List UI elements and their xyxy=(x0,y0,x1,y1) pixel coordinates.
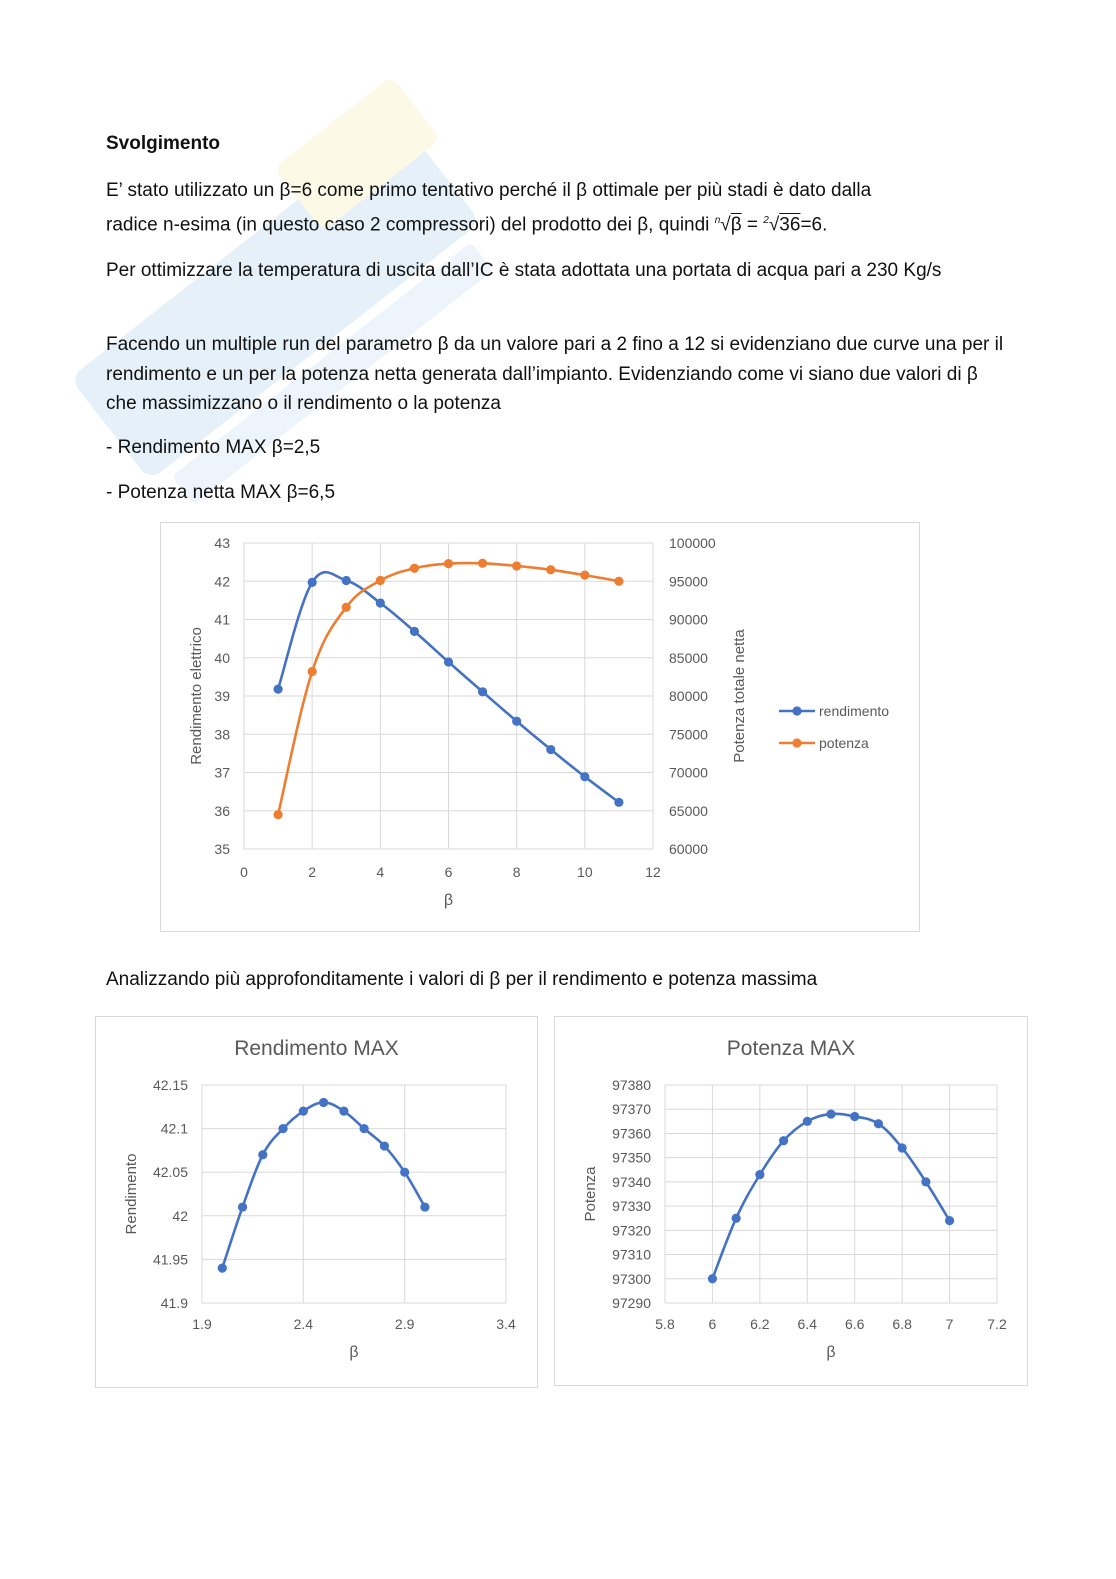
data-point-potenza xyxy=(546,565,555,574)
bullet-potenza-max: - Potenza netta MAX β=6,5 xyxy=(106,482,336,503)
y-tick-label: 42.15 xyxy=(152,1077,188,1093)
y2-tick-label: 65000 xyxy=(669,802,708,819)
main-chart xyxy=(161,523,919,931)
x-axis-title: β xyxy=(826,1344,836,1361)
x-tick-label: 6 xyxy=(444,864,453,880)
analysis-paragraph: Analizzando più approfonditamente i valori di β per il rendimento e potenza massima xyxy=(106,969,818,990)
y-tick-label: 42.05 xyxy=(152,1164,188,1181)
x-tick-label: 6.2 xyxy=(750,1316,770,1332)
y-tick-label: 97310 xyxy=(612,1246,651,1263)
data-point xyxy=(732,1214,741,1223)
data-point xyxy=(319,1098,328,1107)
series-line xyxy=(222,1102,425,1268)
data-point-rendimento xyxy=(478,687,487,696)
y-tick-label: 97290 xyxy=(612,1295,651,1311)
main-chart-frame xyxy=(160,522,920,932)
x-tick-label: 8 xyxy=(512,864,521,880)
data-point-potenza xyxy=(580,571,589,580)
chart-title: Rendimento MAX xyxy=(234,1037,399,1060)
data-point xyxy=(921,1177,930,1186)
y-tick-label: 97300 xyxy=(612,1270,651,1287)
x-tick-label: 2.9 xyxy=(394,1316,415,1332)
data-point-rendimento xyxy=(614,798,623,807)
x-tick-label: 6.6 xyxy=(844,1316,865,1332)
y2-tick-label: 60000 xyxy=(669,841,708,857)
x-tick-label: 6.8 xyxy=(892,1316,912,1332)
chart-title: Potenza MAX xyxy=(726,1037,856,1060)
data-point-potenza xyxy=(410,564,419,573)
data-point-potenza xyxy=(478,559,487,568)
y2-tick-label: 85000 xyxy=(669,649,708,666)
data-point-potenza xyxy=(512,561,521,570)
legend-marker-rendimento xyxy=(792,706,801,715)
data-point-potenza xyxy=(444,559,453,568)
section-heading: Svolgimento xyxy=(106,133,221,154)
root-value: 36 xyxy=(779,213,801,235)
x-tick-label: 6.4 xyxy=(797,1316,818,1332)
y-tick-label: 41.9 xyxy=(160,1295,188,1311)
y2-tick-label: 100000 xyxy=(669,535,716,551)
y-tick-label: 36 xyxy=(214,802,230,819)
y-tick-label: 97370 xyxy=(612,1101,651,1118)
root-index-2: 2 xyxy=(763,214,769,226)
y2-tick-label: 75000 xyxy=(669,726,708,743)
y-tick-label: 97360 xyxy=(612,1125,651,1142)
data-point xyxy=(898,1143,907,1152)
x-axis-title: β xyxy=(443,892,454,909)
data-point xyxy=(258,1150,267,1159)
y-tick-label: 43 xyxy=(214,535,230,551)
y-axis-title: Rendimento xyxy=(123,1153,140,1235)
legend-marker-potenza xyxy=(792,738,801,747)
data-point xyxy=(238,1202,247,1211)
potenza-max-chart-frame xyxy=(554,1016,1028,1386)
intro-paragraph xyxy=(106,176,1006,239)
x-tick-label: 12 xyxy=(645,864,661,880)
equals-sign: = xyxy=(746,213,759,235)
data-point-potenza xyxy=(342,603,351,612)
data-point xyxy=(400,1168,409,1177)
y2-tick-label: 70000 xyxy=(669,764,708,781)
water-flow-paragraph: Per ottimizzare la temperatura di uscita dall’IC è stata adottata una portata di acqua pari a 230 Kg/s xyxy=(106,260,942,281)
y-axis-title: Rendimento elettrico xyxy=(188,627,205,765)
data-point xyxy=(708,1274,717,1283)
data-point-rendimento xyxy=(512,717,521,726)
x-tick-label: 7.2 xyxy=(987,1316,1007,1332)
data-point-rendimento xyxy=(342,576,351,585)
y-tick-label: 42.1 xyxy=(160,1120,188,1137)
data-point xyxy=(779,1136,788,1145)
formula-result: =6. xyxy=(800,213,828,235)
y-axis-title: Potenza xyxy=(582,1166,599,1222)
root-formula: $^n$√β xyxy=(714,213,742,235)
data-point xyxy=(380,1141,389,1150)
y2-tick-label: 95000 xyxy=(669,573,708,590)
x-tick-label: 10 xyxy=(577,864,593,880)
y-tick-label: 42 xyxy=(172,1207,188,1224)
y-tick-label: 97340 xyxy=(612,1173,651,1190)
data-point-rendimento xyxy=(546,745,555,754)
data-point xyxy=(945,1216,954,1225)
legend-label-potenza: potenza xyxy=(819,735,869,751)
y-tick-label: 97380 xyxy=(612,1077,651,1093)
data-point-potenza xyxy=(614,577,623,586)
y-tick-label: 41 xyxy=(214,611,230,628)
data-point xyxy=(755,1170,764,1179)
bullet-rendimento-max: - Rendimento MAX β=2,5 xyxy=(106,437,321,458)
data-point-rendimento xyxy=(444,657,453,666)
data-point xyxy=(218,1264,227,1273)
rendimento-max-chart xyxy=(96,1017,537,1387)
data-point-rendimento xyxy=(376,598,385,607)
x-tick-label: 6 xyxy=(708,1316,717,1332)
data-point xyxy=(339,1107,348,1116)
y-tick-label: 41.95 xyxy=(152,1251,188,1268)
intro-line-1: E’ stato utilizzato un β=6 come primo tentativo perché il β ottimale per più stadi è dato dalla xyxy=(106,180,872,201)
root-index-n: n xyxy=(714,214,721,226)
y-tick-label: 97330 xyxy=(612,1198,651,1215)
potenza-max-chart xyxy=(555,1017,1027,1385)
data-point-potenza xyxy=(308,667,317,676)
y-tick-label: 38 xyxy=(214,726,230,743)
data-point xyxy=(874,1119,883,1128)
root-36: $^2$√36 xyxy=(763,213,801,235)
data-point xyxy=(803,1117,812,1126)
data-point xyxy=(360,1124,369,1133)
data-point-potenza xyxy=(376,576,385,585)
data-point-rendimento xyxy=(273,685,282,694)
data-point-potenza xyxy=(273,810,282,819)
x-tick-label: 3.4 xyxy=(496,1316,516,1332)
data-point xyxy=(850,1112,859,1121)
data-point-rendimento xyxy=(410,627,419,636)
intro-line-2: radice n-esima (in questo caso 2 compressori) del prodotto dei β, quindi xyxy=(106,213,710,235)
series-line xyxy=(712,1114,949,1279)
y2-tick-label: 80000 xyxy=(669,688,708,704)
x-tick-label: 7 xyxy=(945,1316,954,1332)
data-point-rendimento xyxy=(308,578,317,587)
y-tick-label: 42 xyxy=(214,573,230,590)
x-tick-label: 4 xyxy=(376,864,385,880)
data-point-rendimento xyxy=(580,772,589,781)
x-tick-label: 2 xyxy=(308,864,317,880)
y-tick-label: 97350 xyxy=(612,1149,651,1166)
x-tick-label: 0 xyxy=(240,864,248,880)
watermark-logo xyxy=(20,30,540,550)
y-tick-label: 39 xyxy=(214,688,230,704)
data-point xyxy=(420,1202,429,1211)
legend-label-rendimento: rendimento xyxy=(819,703,890,719)
y-tick-label: 35 xyxy=(214,841,230,857)
data-point xyxy=(826,1109,835,1118)
multiple-run-paragraph: Facendo un multiple run del parametro β da un valore pari a 2 fino a 12 si evidenziano due curve una per il rendimento e un per la potenza netta generata dall’impianto. Evidenziando come vi siano due valori di β che massimizzano o il rendimento o la potenza xyxy=(106,334,1004,414)
rendimento-max-chart-frame xyxy=(95,1016,538,1388)
x-axis-title: β xyxy=(349,1344,359,1361)
x-tick-label: 1.9 xyxy=(192,1316,212,1332)
y-tick-label: 97320 xyxy=(612,1222,651,1239)
data-point xyxy=(299,1107,308,1116)
x-tick-label: 5.8 xyxy=(655,1316,675,1332)
y-tick-label: 40 xyxy=(214,649,230,666)
y-tick-label: 37 xyxy=(214,764,230,781)
y2-tick-label: 90000 xyxy=(669,611,708,628)
data-point xyxy=(278,1124,287,1133)
x-tick-label: 2.4 xyxy=(293,1316,314,1332)
root-base: β xyxy=(730,213,742,235)
y2-axis-title: Potenza totale netta xyxy=(731,629,748,763)
